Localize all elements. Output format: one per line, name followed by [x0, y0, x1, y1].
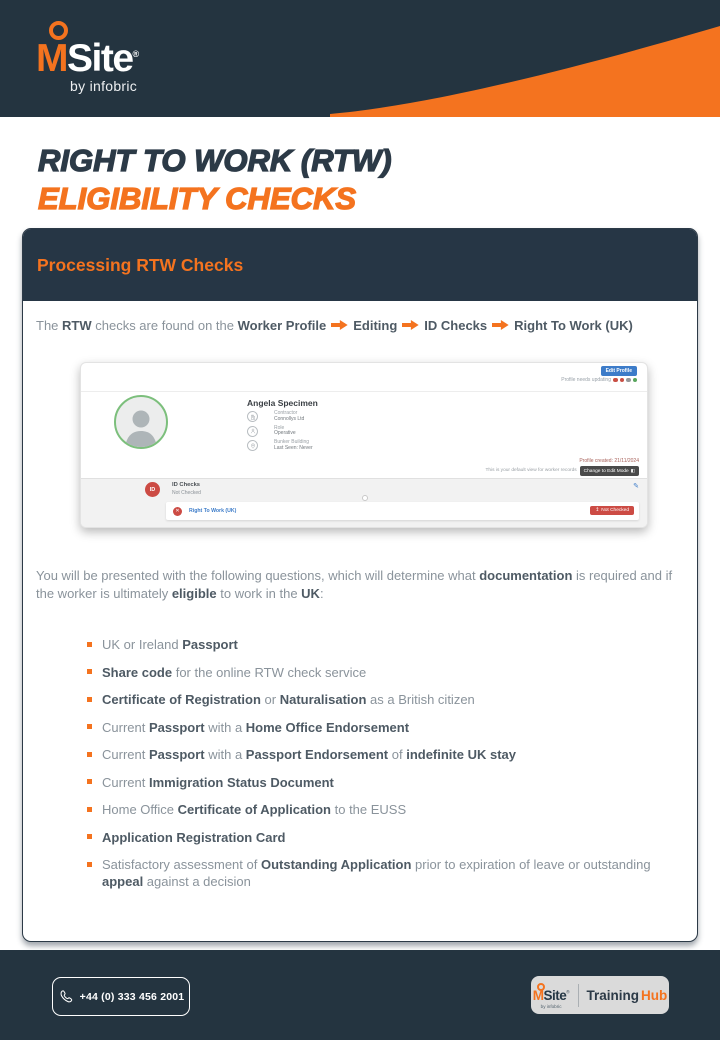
registered-mark: ®: [132, 49, 138, 59]
id-badge: ID: [145, 482, 160, 497]
intro-text: :: [319, 585, 324, 601]
bullet-text: to the EUSS: [331, 802, 407, 817]
bullet-text: Satisfactory assessment of: [102, 857, 261, 872]
bullet-text: Current: [102, 719, 149, 735]
bullet-text: [102, 720, 409, 735]
rtw-status-button: ↥ Not Checked: [590, 506, 634, 515]
intro-text: eligible: [171, 585, 217, 601]
intro-text: UK: [301, 585, 320, 601]
profile-status-text: Profile needs updating: [561, 377, 611, 383]
bullet-text: with a: [204, 747, 246, 762]
intro-paragraph: [36, 567, 690, 602]
logo-head-icon: [537, 983, 545, 991]
bullet-text: Naturalisation: [279, 692, 367, 707]
mini-logo-tagline: by infobric: [540, 1003, 562, 1009]
info-label: Bunker Building: [274, 439, 310, 445]
traininghub-logo: [531, 976, 669, 1014]
breadcrumb-text: Right To Work (UK): [514, 318, 633, 333]
arrow-right-icon: [331, 319, 348, 334]
bullet-text: Share code: [102, 664, 173, 680]
edit-profile-button: Edit Profile: [601, 366, 637, 376]
info-label: Role: [274, 424, 285, 431]
profile-status: [561, 377, 637, 383]
bullet-item: [87, 801, 672, 818]
bullet-item: [87, 829, 672, 846]
change-edit-mode-button: Change to Edit Mode ◧: [580, 466, 639, 476]
bullet-item: [87, 856, 672, 890]
bullet-item: [87, 691, 672, 708]
footer-band: [0, 950, 720, 1040]
breadcrumb-text: Editing: [353, 318, 398, 333]
breadcrumb-text: ID Checks: [424, 318, 488, 333]
card-body: [23, 301, 697, 940]
bullet-square-icon: [87, 752, 92, 757]
bullet-item: [87, 746, 672, 763]
breadcrumb: [36, 318, 691, 334]
info-value: Last Seen: Never: [274, 444, 313, 451]
bullet-text: Home Office: [102, 802, 178, 817]
logo-head-icon: [49, 21, 68, 40]
status-dot: [620, 378, 625, 383]
bullet-text: Passport: [182, 637, 238, 652]
profile-main: [81, 392, 647, 479]
bullet-square-icon: [87, 724, 92, 729]
bullet-text: Passport: [148, 747, 205, 762]
intro-text: You will be presented with the following questions, which will determine what: [36, 568, 480, 583]
bullet-text: against a decision: [143, 874, 251, 889]
bullet-text: UK or Ireland: [102, 637, 183, 652]
upload-icon: ↥: [595, 507, 600, 513]
rtw-row: [166, 502, 639, 520]
document-bullet-list: [87, 636, 672, 901]
bullet-text: Passport Endorsement: [245, 747, 389, 762]
page-title-line1: RIGHT TO WORK (RTW): [38, 143, 392, 178]
collapse-dot-icon: [362, 495, 368, 501]
status-dot: [613, 378, 618, 383]
bullet-text: Home Office Endorsement: [245, 719, 410, 735]
person-silhouette-icon: [119, 403, 163, 447]
profile-info-rows: [247, 411, 313, 455]
id-checks-section: [81, 478, 647, 528]
default-view-row: [485, 466, 639, 476]
status-dots: [613, 378, 637, 383]
phone-contact-button[interactable]: [52, 977, 190, 1016]
bullet-text: indefinite UK stay: [406, 747, 516, 762]
msite-logo: [36, 18, 138, 94]
orange-swoosh-decoration: [330, 0, 720, 117]
breadcrumb-text: checks are found on the: [91, 318, 238, 333]
bullet-text: Certificate of Registration: [102, 692, 261, 707]
not-checked-icon: ✕: [173, 507, 182, 516]
bullet-text: Current: [102, 747, 149, 762]
bullet-text: [102, 775, 334, 790]
card-header: [23, 229, 697, 301]
location-icon: [247, 440, 258, 451]
card-title: Processing RTW Checks: [37, 254, 244, 275]
bullet-text: [102, 830, 285, 845]
training-label: Training: [586, 987, 640, 1003]
hub-label: Hub: [641, 987, 668, 1003]
rtw-link: Right To Work (UK): [189, 508, 237, 514]
intro-text: documentation: [479, 568, 573, 583]
bullet-text: [102, 665, 366, 680]
bullet-square-icon: [87, 834, 92, 839]
bullet-text: of: [388, 747, 407, 762]
bullet-text: Passport: [148, 719, 205, 735]
bullet-text: as a British citizen: [366, 692, 475, 707]
default-view-note: This is your default view for worker records: [485, 468, 577, 474]
toggle-icon: ◧: [630, 467, 635, 473]
page-title-line2: ELIGIBILITY CHECKS: [38, 181, 357, 216]
bullet-text: with a: [204, 719, 246, 735]
bullet-text: [102, 802, 406, 817]
mini-logo-site: Site: [543, 987, 567, 1003]
bullet-text: for the online RTW check service: [172, 664, 367, 680]
info-label: Contractor: [274, 410, 298, 416]
logo-m: M: [36, 37, 67, 80]
info-value: Operative: [274, 430, 296, 437]
bullet-square-icon: [87, 697, 92, 702]
bullet-text: or: [260, 692, 280, 707]
bullet-square-icon: [87, 862, 92, 867]
bullet-item: [87, 636, 672, 653]
profile-info-row: [247, 411, 313, 422]
msite-mini-logo: [533, 982, 570, 1009]
header-band: [0, 0, 720, 117]
profile-info-text: [274, 411, 304, 422]
bullet-text: Immigration Status Document: [148, 774, 334, 790]
id-checks-status: Not Checked: [172, 490, 201, 496]
breadcrumb-text: RTW: [62, 318, 92, 333]
phone-icon: [58, 989, 73, 1004]
bullet-text: [102, 747, 516, 762]
profile-info-text: [274, 440, 313, 451]
bullet-square-icon: [87, 807, 92, 812]
profile-info-row: [247, 426, 313, 437]
logo-tagline: by infobric: [70, 78, 138, 94]
breadcrumb-text: The: [36, 318, 63, 333]
bullet-item: [87, 774, 672, 791]
bullet-text: Current: [102, 774, 149, 790]
bullet-text: [102, 637, 238, 652]
worker-name: Angela Specimen: [247, 398, 318, 408]
profile-info-text: [274, 426, 296, 437]
person-icon: [247, 426, 258, 437]
bullet-text: Certificate of Application: [177, 802, 331, 817]
profile-info-row: [247, 440, 313, 451]
mini-logo-m: M: [532, 987, 544, 1003]
intro-text: to work in the: [216, 585, 302, 601]
pencil-icon: ✎: [633, 483, 639, 490]
arrow-right-icon: [402, 319, 419, 334]
avatar: [114, 395, 168, 449]
bullet-square-icon: [87, 779, 92, 784]
bullet-text: Outstanding Application: [260, 857, 412, 872]
arrow-right-icon: [492, 319, 509, 334]
bullet-text: appeal: [102, 874, 144, 889]
building-icon: [247, 411, 258, 422]
profile-screenshot-image: [80, 362, 648, 528]
bullet-item: [87, 664, 672, 681]
bullet-text: [102, 857, 651, 889]
info-value: Connollys Ltd: [274, 415, 305, 422]
bullet-text: prior to expiration of leave or outstanding: [411, 857, 651, 872]
bullet-square-icon: [87, 669, 92, 674]
intro-text: is required and if the worker is ultimately: [36, 568, 673, 601]
logo-site: Site: [67, 37, 133, 80]
profile-created-text: Profile created: 21/11/2024: [579, 458, 639, 464]
page-title: [38, 142, 392, 218]
id-checks-title: ID Checks: [172, 482, 201, 488]
divider: [578, 984, 579, 1007]
status-dot: [626, 378, 631, 383]
status-dot: [633, 378, 638, 383]
content-card: [22, 228, 698, 942]
registered-mark: ®: [566, 989, 570, 995]
breadcrumb-text: Worker Profile: [237, 318, 327, 333]
bullet-text: [102, 692, 475, 707]
bullet-item: [87, 719, 672, 736]
bullet-text: Application Registration Card: [102, 829, 286, 845]
bullet-square-icon: [87, 642, 92, 647]
phone-number: +44 (0) 333 456 2001: [79, 990, 185, 1003]
profile-topbar: [81, 363, 647, 392]
